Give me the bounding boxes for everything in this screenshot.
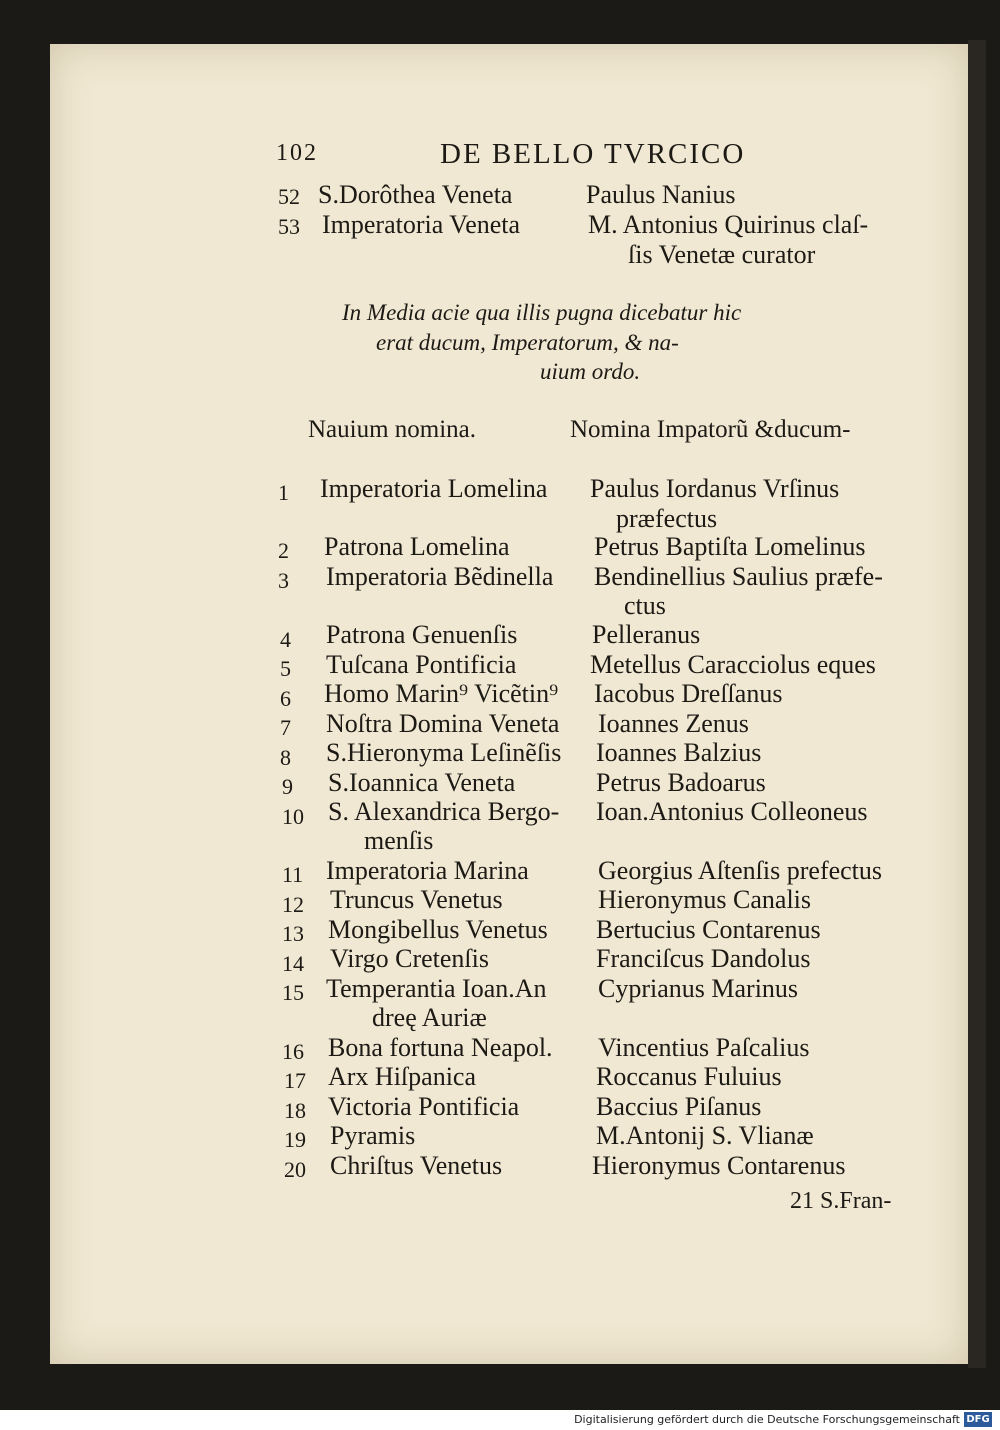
running-title: DE BELLO TVRCICO <box>440 138 746 170</box>
row-number: 53 <box>278 214 300 239</box>
ship-name: Imperatoria Lomelina <box>320 474 548 503</box>
row-number: 15 <box>282 980 304 1005</box>
ship-name: S.Hieronyma Leſinẽſis <box>326 738 562 767</box>
row-number: 20 <box>284 1157 306 1182</box>
commander-name: Paulus Nanius <box>586 180 736 209</box>
ship-name: Imperatoria Marina <box>326 856 529 885</box>
ship-name: Bona fortuna Neapol. <box>328 1033 553 1062</box>
row-number: 12 <box>282 892 304 917</box>
row-number: 18 <box>284 1098 306 1123</box>
ship-name: S. Alexandrica Bergo- <box>328 797 560 826</box>
commander-name: Hieronymus Contarenus <box>592 1151 846 1180</box>
ship-continuation: dreę Auriæ <box>372 1003 487 1032</box>
commander-name: Vincentius Paſcalius <box>598 1033 810 1062</box>
ship-name: S.Ioannica Veneta <box>328 768 516 797</box>
column-header-commanders: Nomina Impatorũ &ducum- <box>570 416 851 443</box>
ship-name: Homo Marin⁹ Vicẽtin⁹ <box>324 679 559 708</box>
commander-name: Paulus Iordanus Vrſinus <box>590 474 840 503</box>
commander-name: Cyprianus Marinus <box>598 974 799 1003</box>
commander-name: Franciſcus Dandolus <box>596 944 811 973</box>
footer-bar <box>0 1410 1000 1430</box>
ship-name: Imperatoria Veneta <box>322 210 521 239</box>
commander-name: Baccius Piſanus <box>596 1092 762 1121</box>
ship-name: S.Dorôthea Veneta <box>318 180 513 209</box>
row-number: 13 <box>282 921 304 946</box>
page-number: 102 <box>276 140 318 166</box>
commander-name: Georgius Aſtenſis prefectus <box>598 856 883 885</box>
commander-name: Petrus Badoarus <box>596 768 766 797</box>
ship-name: Victoria Pontificia <box>328 1092 520 1121</box>
ship-name: Truncus Venetus <box>330 885 503 914</box>
catchword: 21 S.Fran- <box>790 1188 892 1214</box>
row-number: 4 <box>280 627 291 652</box>
commander-name: Ioannes Zenus <box>598 709 749 738</box>
dfg-logo: DFG <box>964 1412 992 1427</box>
row-number: 16 <box>282 1039 304 1064</box>
row-number: 19 <box>284 1127 306 1152</box>
commander-name: Bendinellius Saulius præfe- <box>594 562 883 591</box>
ship-name: Virgo Cretenſis <box>330 944 489 973</box>
commander-name: Bertucius Contarenus <box>596 915 821 944</box>
commander-continuation: ſis Venetæ curator <box>628 240 816 269</box>
row-number: 7 <box>280 715 291 740</box>
commander-name: Roccanus Fuluius <box>596 1062 782 1091</box>
ship-name: Pyramis <box>330 1121 416 1150</box>
row-number: 3 <box>278 568 289 593</box>
row-number: 1 <box>278 480 289 505</box>
section-heading-line: uium ordo. <box>540 359 641 384</box>
row-number: 14 <box>282 951 304 976</box>
commander-name: Hieronymus Canalis <box>598 885 812 914</box>
section-heading-line: erat ducum, Imperatorum, & na- <box>376 330 679 355</box>
commander-continuation: præfectus <box>616 504 718 533</box>
row-number: 10 <box>282 804 304 829</box>
column-header-ships: Nauium nomina. <box>308 416 477 443</box>
commander-name: Petrus Baptiſta Lomelinus <box>594 532 866 561</box>
row-number: 5 <box>280 656 291 681</box>
row-number: 17 <box>284 1068 306 1093</box>
commander-continuation: ctus <box>624 591 666 620</box>
row-number: 9 <box>282 774 293 799</box>
section-heading-line: In Media acie qua illis pugna dicebatur hic <box>342 300 742 325</box>
ship-continuation: menſis <box>364 826 434 855</box>
ship-name: Temperantia Ioan.An <box>326 974 547 1003</box>
ship-name: Arx Hiſpanica <box>328 1062 477 1091</box>
ship-name: Imperatoria Bẽdinella <box>326 562 554 591</box>
commander-name: M. Antonius Quirinus claſ- <box>588 210 869 239</box>
page-edge <box>968 40 986 1368</box>
row-number: 2 <box>278 538 289 563</box>
ship-name: Patrona Genuenſis <box>326 620 518 649</box>
ship-name: Patrona Lomelina <box>324 532 510 561</box>
commander-name: Ioan.Antonius Colleoneus <box>596 797 868 826</box>
row-number: 11 <box>282 862 304 887</box>
ship-name: Tuſcana Pontificia <box>326 650 517 679</box>
ship-name: Noſtra Domina Veneta <box>326 709 560 738</box>
ship-name: Chriſtus Venetus <box>330 1151 503 1180</box>
row-number: 6 <box>280 686 291 711</box>
commander-name: Pelleranus <box>592 620 701 649</box>
row-number: 8 <box>280 745 291 770</box>
commander-name: Iacobus Dreſſanus <box>594 679 783 708</box>
commander-name: Ioannes Balzius <box>596 738 762 767</box>
commander-name: M.Antonij S. Vlianæ <box>596 1121 814 1150</box>
ship-name: Mongibellus Venetus <box>328 915 548 944</box>
commander-name: Metellus Caracciolus eques <box>590 650 876 679</box>
footer-credit: Digitalisierung gefördert durch die Deutsche Forschungsgemeinschaft <box>574 1413 960 1426</box>
row-number: 52 <box>278 184 300 209</box>
